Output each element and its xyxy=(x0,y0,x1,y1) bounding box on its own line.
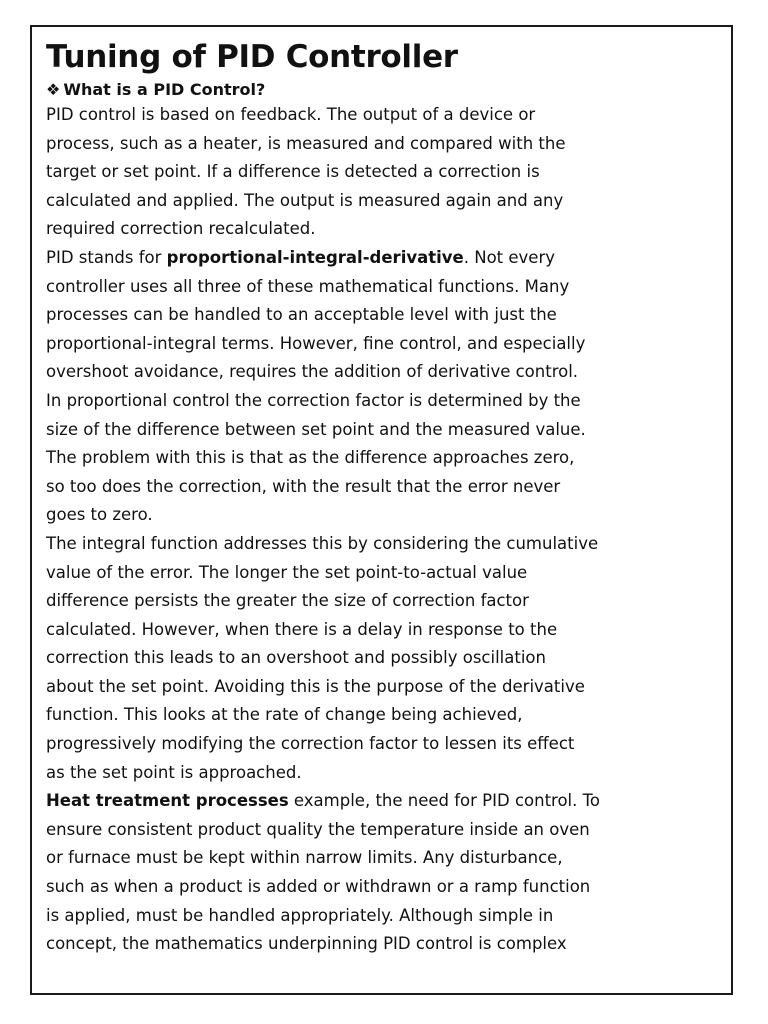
text-line xyxy=(46,587,719,616)
text-line xyxy=(46,473,719,502)
text-line-plain: as the set point is approached. xyxy=(46,762,302,782)
text-line xyxy=(46,444,719,473)
text-line-plain: PID control is based on feedback. The output of a device or xyxy=(46,105,536,124)
text-line-plain: is applied, must be handled appropriately. Although simple in xyxy=(46,905,554,925)
text-line xyxy=(46,273,719,302)
text-line-plain: function. This looks at the rate of change being achieved, xyxy=(46,705,523,725)
text-line xyxy=(46,187,719,216)
document-page xyxy=(30,25,733,995)
text-line xyxy=(46,158,719,187)
text-line xyxy=(46,616,719,645)
text-line-plain: concept, the mathematics underpinning PID control is complex xyxy=(46,934,567,954)
section-heading-text: What is a PID Control? xyxy=(63,80,266,99)
text-line-plain: The integral function addresses this by considering the cumulative xyxy=(46,533,599,553)
text-line-plain: correction this leads to an overshoot and possibly oscillation xyxy=(46,648,546,668)
text-line xyxy=(46,501,719,530)
text-line-plain: In proportional control the correction factor is determined by the xyxy=(46,390,581,410)
text-line-plain: progressively modifying the correction factor to lessen its effect xyxy=(46,734,575,754)
text-line-plain-tail: . Not every xyxy=(463,247,555,267)
text-line xyxy=(46,301,719,330)
text-line-plain: The problem with this is that as the difference approaches zero, xyxy=(46,448,575,468)
text-line xyxy=(46,101,719,130)
text-line xyxy=(46,330,719,359)
text-line xyxy=(46,215,719,244)
text-line-plain: so too does the correction, with the result that the error never xyxy=(46,476,561,496)
text-line-plain-tail: example, the need for PID control. To xyxy=(288,791,600,811)
text-line-plain: controller uses all three of these mathematical functions. Many xyxy=(46,276,570,296)
text-line xyxy=(46,130,719,159)
text-line xyxy=(46,787,719,816)
text-line xyxy=(46,816,719,845)
text-line xyxy=(46,759,719,788)
text-line-plain: required correction recalculated. xyxy=(46,219,316,239)
text-line-plain: ensure consistent product quality the temperature inside an oven xyxy=(46,819,590,839)
text-line xyxy=(46,387,719,416)
text-line xyxy=(46,873,719,902)
text-line xyxy=(46,701,719,730)
text-line xyxy=(46,358,719,387)
text-line-plain: about the set point. Avoiding this is the purpose of the derivative xyxy=(46,676,585,696)
text-line xyxy=(46,644,719,673)
section-heading xyxy=(46,79,719,101)
text-line-plain: overshoot avoidance, requires the addition of derivative control. xyxy=(46,362,579,382)
diamond-bullet-icon: ❖ xyxy=(46,80,61,99)
text-line-plain: or furnace must be kept within narrow limits. Any disturbance, xyxy=(46,848,563,868)
text-line xyxy=(46,416,719,445)
document-body xyxy=(46,101,719,959)
text-line xyxy=(46,559,719,588)
text-line-plain: target or set point. If a difference is detected a correction is xyxy=(46,162,540,182)
text-line-plain: value of the error. The longer the set point-to-actual value xyxy=(46,562,528,582)
text-line-plain: goes to zero. xyxy=(46,505,153,525)
text-line xyxy=(46,530,719,559)
text-line-plain: processes can be handled to an acceptable level with just the xyxy=(46,305,557,325)
document-title: Tuning of PID Controller xyxy=(46,39,458,75)
text-line xyxy=(46,730,719,759)
text-line-plain: PID stands for xyxy=(46,247,167,267)
text-line xyxy=(46,244,719,273)
text-line xyxy=(46,844,719,873)
text-line-plain: process, such as a heater, is measured and compared with the xyxy=(46,133,566,153)
text-line-plain: difference persists the greater the size of correction factor xyxy=(46,591,529,611)
text-line-plain: calculated and applied. The output is measured again and any xyxy=(46,190,564,210)
text-line xyxy=(46,673,719,702)
text-line-plain: size of the difference between set point and the measured value. xyxy=(46,419,586,439)
text-line-plain: such as when a product is added or withdrawn or a ramp function xyxy=(46,877,591,897)
text-line-plain: proportional-integral terms. However, fine control, and especially xyxy=(46,333,586,353)
text-line xyxy=(46,930,719,959)
text-line xyxy=(46,902,719,931)
text-line-bold-term: proportional-integral-derivative xyxy=(166,247,464,267)
text-line-bold-term: Heat treatment processes xyxy=(46,791,289,811)
text-line-plain: calculated. However, when there is a delay in response to the xyxy=(46,619,558,639)
